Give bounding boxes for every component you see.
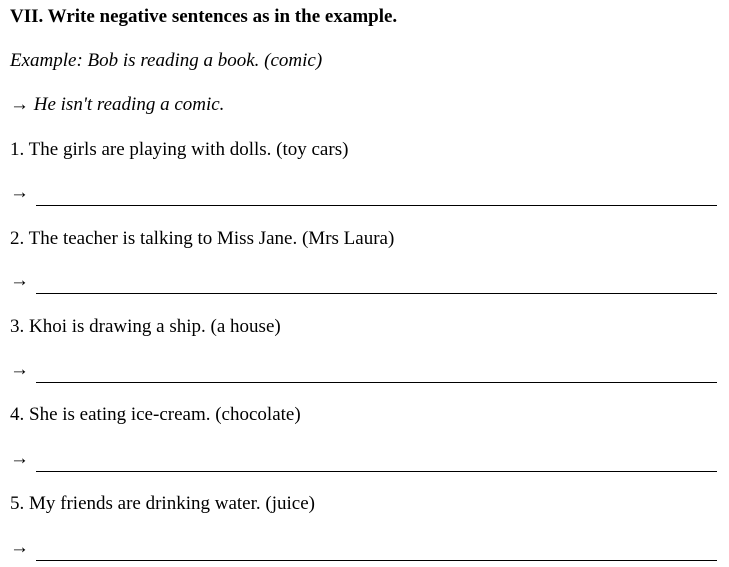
- answer-blank-3[interactable]: [36, 381, 717, 383]
- answer-blank-4[interactable]: [36, 470, 717, 472]
- answer-row-5: [10, 537, 717, 561]
- answer-row-2: [10, 270, 717, 294]
- answer-blank-5[interactable]: [36, 559, 717, 561]
- answer-blank-2[interactable]: [36, 292, 717, 294]
- answer-row-1: [10, 182, 717, 206]
- answer-blank-1[interactable]: [36, 204, 717, 206]
- answer-row-4: [10, 448, 717, 472]
- example-prompt: Example: Bob is reading a book. (comic): [10, 50, 323, 71]
- example-answer: → He isn't reading a comic.: [10, 94, 225, 115]
- exercise-heading: VII. Write negative sentences as in the example.: [10, 6, 398, 27]
- exercise-item-2: 2. The teacher is talking to Miss Jane. (Mrs Laura): [10, 228, 395, 249]
- answer-row-3: [10, 359, 717, 383]
- exercise-item-4: 4. She is eating ice-cream. (chocolate): [10, 404, 301, 425]
- exercise-item-1: 1. The girls are playing with dolls. (toy cars): [10, 139, 349, 160]
- exercise-item-3: 3. Khoi is drawing a ship. (a house): [10, 316, 281, 337]
- arrow-icon: →: [10, 270, 29, 291]
- exercise-item-5: 5. My friends are drinking water. (juice): [10, 493, 315, 514]
- arrow-icon: →: [10, 537, 29, 558]
- arrow-icon: →: [10, 359, 29, 380]
- arrow-icon: →: [10, 448, 29, 469]
- arrow-icon: →: [10, 182, 29, 203]
